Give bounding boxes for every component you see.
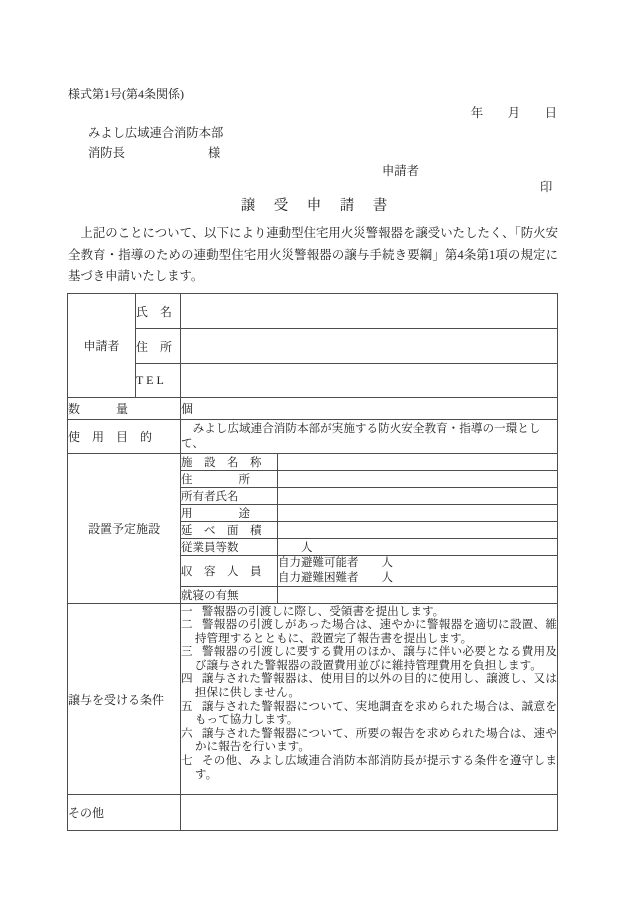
addressee-title: 消防長 xyxy=(88,146,125,160)
applicant-section-label: 申請者 xyxy=(68,294,136,398)
conditions-section-label: 譲与を受ける条件 xyxy=(68,604,181,795)
facility-name-label: 施 設 名 称 xyxy=(181,454,278,471)
other-section-label: その他 xyxy=(68,795,181,831)
applicant-address-label: 住 所 xyxy=(136,329,181,364)
applicant-address-field xyxy=(181,329,558,364)
condition-number: 三 xyxy=(181,645,193,659)
facility-use-label: 用 途 xyxy=(181,505,278,522)
conditions-list xyxy=(181,604,558,795)
seal-label: 印 xyxy=(540,180,553,194)
facility-address-label: 住 所 xyxy=(181,471,278,488)
condition-item-5 xyxy=(181,700,557,727)
intro-paragraph: 上記のことについて、以下により連動型住宅用火災警報器を譲受いたしたく、「防火安全教育・指導のための連動型住宅用火災警報器の譲与手続き要綱」第4条第1項の規定に基づき申請いたします。 xyxy=(68,226,558,284)
application-table xyxy=(67,293,558,831)
condition-item-2 xyxy=(181,618,557,645)
condition-number: 四 xyxy=(181,672,193,686)
quantity-label: 数 量 xyxy=(68,398,181,420)
facility-sleeping-field xyxy=(278,587,558,604)
applicant-tel-field xyxy=(181,364,558,398)
applicant-name-label: 氏 名 xyxy=(136,294,181,329)
facility-floor-area-field xyxy=(278,522,558,539)
facility-capacity-label: 収 容 人 員 xyxy=(181,556,278,587)
condition-item-6 xyxy=(181,727,557,754)
facility-staff-count-field: 人 xyxy=(278,539,558,556)
condition-item-7 xyxy=(181,754,557,781)
capacity-able-line: 自力避難可能者 人 xyxy=(278,557,393,569)
quantity-unit: 個 xyxy=(181,398,558,420)
addressee-organization: みよし広域連合消防本部 xyxy=(88,126,224,140)
facility-staff-count-label: 従業員等数 xyxy=(181,539,278,556)
purpose-text xyxy=(181,420,558,454)
purpose-label: 使 用 目 的 xyxy=(68,420,181,454)
condition-number: 五 xyxy=(181,699,193,713)
date-line: 年 月 日 xyxy=(470,106,557,120)
facility-owner-field xyxy=(278,488,558,505)
condition-item-4 xyxy=(181,672,557,699)
facility-owner-label: 所有者氏名 xyxy=(181,488,278,505)
condition-text: 警報器の引渡しがあった場合は、速やかに警報器を適切に設置、維持管理するとともに、設置完了報告書を提出します。 xyxy=(194,618,557,645)
condition-text: 譲与された警報器は、使用目的以外の目的に使用し、譲渡し、又は担保に供しません。 xyxy=(194,672,557,700)
facility-section-label: 設置予定施設 xyxy=(68,454,181,604)
form-number: 様式第1号(第4条関係) xyxy=(68,87,184,101)
applicant-tel-label: T E L xyxy=(136,364,181,398)
condition-text: その他、みよし広域連合消防本部消防長が提示する条件を遵守します。 xyxy=(194,754,557,781)
facility-sleeping-label: 就寝の有無 xyxy=(181,587,278,604)
condition-number: 一 xyxy=(181,604,193,618)
purpose-line-1: みよし広域連合消防本部が実施する防火安全教育・指導の一環として、 xyxy=(181,421,541,451)
condition-item-1 xyxy=(181,605,557,619)
applicant-signature-label: 申請者 xyxy=(382,164,419,178)
applicant-name-field xyxy=(181,294,558,329)
condition-number: 六 xyxy=(181,726,193,740)
addressee-honorific: 様 xyxy=(208,146,221,160)
condition-text: 警報器の引渡しに際し、受領書を提出します。 xyxy=(201,604,445,618)
other-field xyxy=(181,795,558,831)
page-title: 譲 受 申 請 書 xyxy=(240,198,390,214)
condition-text: 警報器の引渡しに要する費用のほか、譲与に伴い必要となる費用及び譲与された警報器の設置費用並びに維持管理費用を負担します。 xyxy=(194,645,557,672)
capacity-unable-line: 自力避難困難者 人 xyxy=(278,572,393,584)
facility-use-field xyxy=(278,505,558,522)
facility-name-field xyxy=(278,454,558,471)
facility-capacity-field xyxy=(278,556,558,587)
condition-number: 二 xyxy=(181,618,193,632)
condition-item-3 xyxy=(181,645,557,672)
facility-floor-area-label: 延 べ 面 積 xyxy=(181,522,278,539)
condition-number: 七 xyxy=(181,754,193,768)
facility-address-field xyxy=(278,471,558,488)
condition-text: 譲与された警報器について、実地調査を求められた場合は、誠意をもって協力します。 xyxy=(194,699,557,727)
condition-text: 譲与された警報器について、所要の報告を求められた場合は、速やかに報告を行います。 xyxy=(194,726,557,754)
